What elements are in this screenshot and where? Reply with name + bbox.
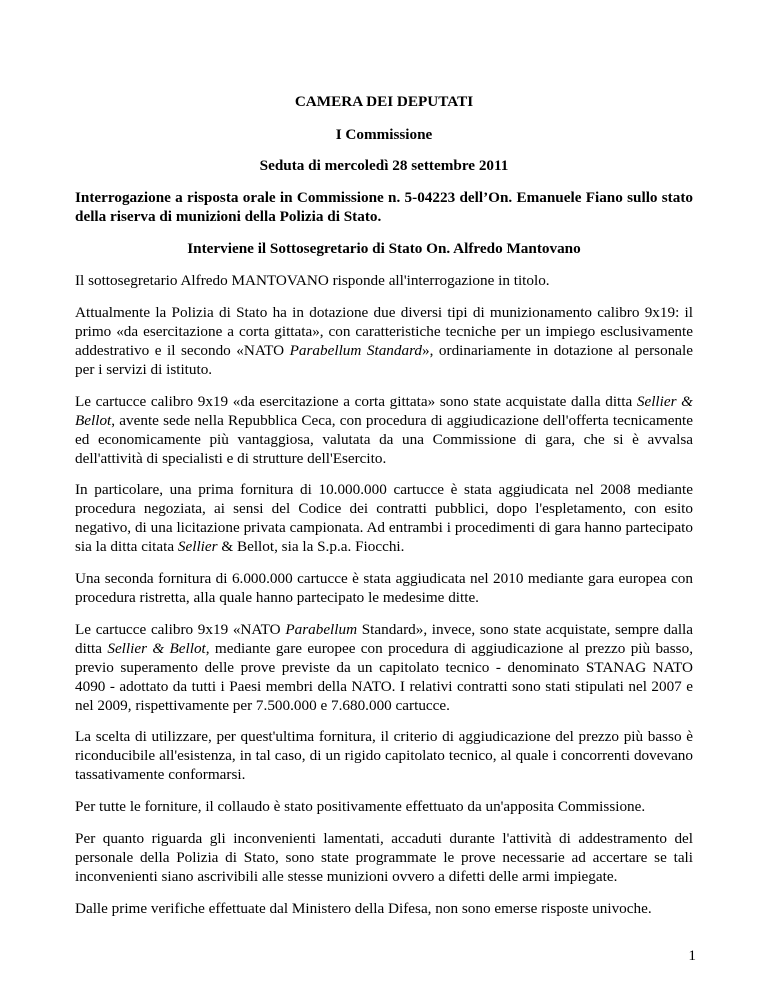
speaker-heading: Interviene il Sottosegretario di Stato On. Alfredo Mantovano <box>187 240 581 257</box>
paragraph-6 <box>75 620 693 715</box>
paragraph-2-text-end: », ordinariamente in dotazione al personale per i servizi di istituto. <box>75 342 693 378</box>
paragraph-4-text-end: & Bellot, sia la S.p.a. Fiocchi. <box>217 538 405 555</box>
paragraph-3-text-end: , avente sede nella Repubblica Ceca, con procedura di aggiudicazione dell'offerta tecnicamente ed economicamente più vantaggiosa, valutata da una Commissione di gara, che si è avvalsa dell'attività di specialisti e di strutture dell'Esercito. <box>75 412 693 467</box>
paragraph-6-italic-2: Sellier & Bellot <box>107 640 206 657</box>
paragraph-6-italic: Parabellum <box>285 621 358 638</box>
subject-heading: Interrogazione a risposta orale in Commissione n. 5-04223 dell’On. Emanuele Fiano sullo stato della riserva di munizioni della Polizia di Stato. <box>75 189 693 225</box>
paragraph-2-italic: Parabellum Standard <box>289 342 423 359</box>
paragraph-2 <box>75 303 693 379</box>
paragraph-8: Per tutte le forniture, il collaudo è stato positivamente effettuato da un'apposita Commissione. <box>75 798 646 815</box>
paragraph-6-text: Le cartucce calibro 9x19 «NATO <box>75 621 286 638</box>
paragraph-5: Una seconda fornitura di 6.000.000 cartucce è stata aggiudicata nel 2010 mediante gara europea con procedura ristretta, alla quale hanno partecipato le medesime ditte. <box>75 570 693 606</box>
page-number: 1 <box>688 947 696 964</box>
paragraph-6-text-end: , mediante gare europee con procedura di aggiudicazione al prezzo più basso, previo superamento delle prove previste da un capitolato tecnico - denominato STANAG NATO 4090 - adottato da tutti i Paesi membri della NATO. I relativi contratti sono stati stipulati nel 2007 e nel 2009, rispettivamente per 7.500.000 e 7.680.000 cartucce. <box>75 640 693 714</box>
paragraph-7: La scelta di utilizzare, per quest'ultima fornitura, il criterio di aggiudicazione del prezzo più basso è riconducibile all'esistenza, in tal caso, di un rigido capitolato tecnico, al quale i concorrenti dovevano tassativamente conformarsi. <box>75 728 693 783</box>
paragraph-3 <box>75 392 693 468</box>
paragraph-1: Il sottosegretario Alfredo MANTOVANO risponde all'interrogazione in titolo. <box>75 272 550 289</box>
paragraph-4-text: In particolare, una prima fornitura di 10.000.000 cartucce è stata aggiudicata nel 2008 mediante procedura negoziata, ai sensi del Codice dei contratti pubblici, dopo l'espletamento, con esito negativo, di una licitazione privata campionata. Ad entrambi i procedimenti di gara hanno partecipato sia la ditta citata <box>75 481 693 555</box>
session-date: Seduta di mercoledì 28 settembre 2011 <box>259 157 509 174</box>
paragraph-3-italic: Sellier & Bellot <box>75 393 693 429</box>
paragraph-3-text: Le cartucce calibro 9x19 «da esercitazione a corta gittata» sono state acquistate dalla ditta <box>75 393 637 410</box>
paragraph-10: Dalle prime verifiche effettuate dal Ministero della Difesa, non sono emerse risposte univoche. <box>75 900 652 917</box>
paragraph-4-italic: Sellier <box>177 538 218 555</box>
paragraph-6-text-mid: Standard», invece, sono state acquistate, sempre dalla ditta <box>75 621 694 657</box>
paragraph-2-text: Attualmente la Polizia di Stato ha in dotazione due diversi tipi di munizionamento calibro 9x19: il primo «da esercitazione a corta gittata», con caratteristiche tecniche per un impiego esclusivamente addestrativo e il secondo «NATO <box>75 304 693 359</box>
paragraph-9: Per quanto riguarda gli inconvenienti lamentati, accaduti durante l'attività di addestramento del personale della Polizia di Stato, sono state programmate le prove necessarie ad accertare se tali inconvenienti siano ascrivibili alle stesse munizioni ovvero a difetti delle armi impiegate. <box>75 830 693 885</box>
commission-heading: I Commissione <box>335 126 433 143</box>
chamber-heading: CAMERA DEI DEPUTATI <box>294 93 474 110</box>
paragraph-4 <box>75 480 693 556</box>
